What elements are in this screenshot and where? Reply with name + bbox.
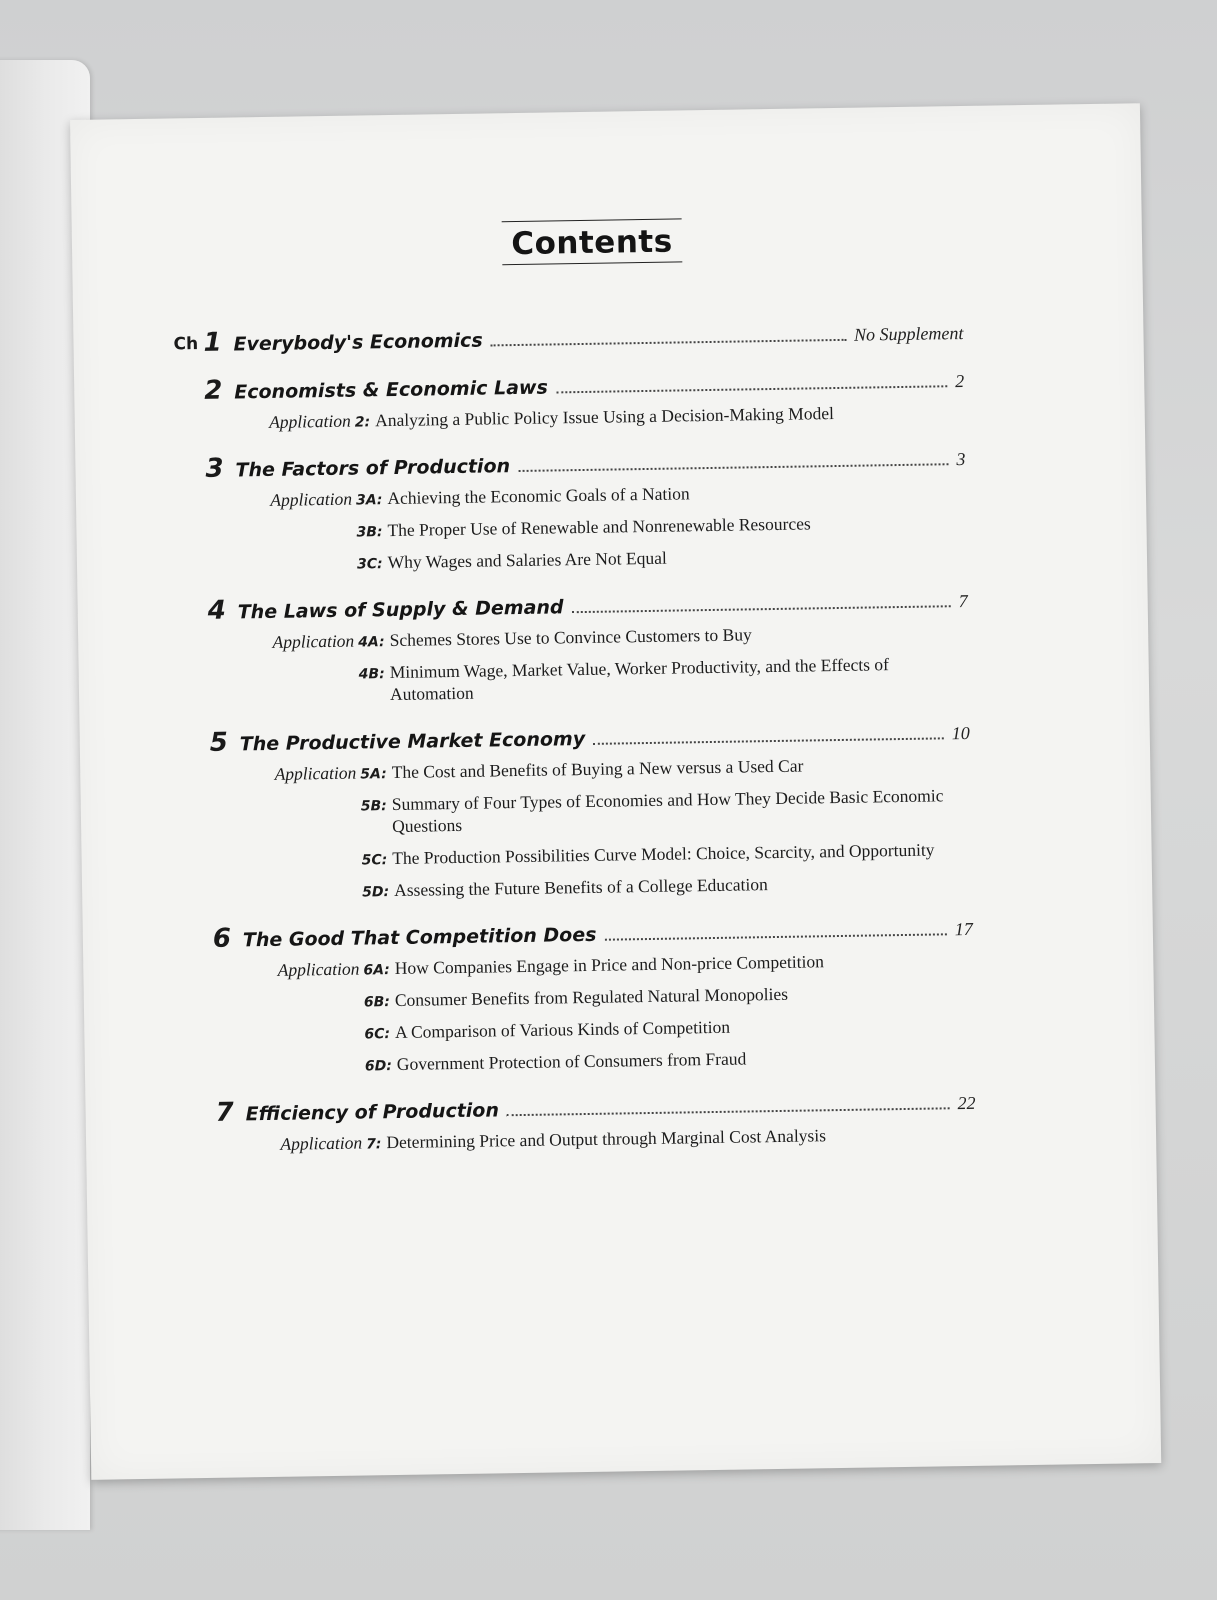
application-id: 5B:: [360, 798, 387, 815]
application-title: Why Wages and Salaries Are Not Equal: [387, 547, 667, 573]
chapter-page-number: 22: [957, 1092, 976, 1114]
application-title: A Comparison of Various Kinds of Competition: [394, 1016, 731, 1043]
application-list: [180, 752, 972, 904]
application-title: Government Protection of Consumers from Fraud: [396, 1048, 747, 1074]
chapter-page-number: 7: [958, 590, 968, 612]
application-item: [183, 948, 973, 982]
application-id: 6B:: [363, 994, 391, 1011]
page-title: Contents: [511, 223, 673, 263]
chapter-number: 7: [215, 1097, 234, 1128]
application-item: [184, 980, 974, 1014]
chapter-title: The Productive Market Economy: [239, 727, 586, 756]
application-label: Application: [280, 1132, 363, 1154]
chapter-entry: [174, 364, 964, 406]
chapter-page-number: 10: [951, 722, 970, 744]
application-id: 6C:: [364, 1026, 391, 1043]
chapter-page-number: 17: [954, 918, 973, 940]
chapter-title: The Good That Competition Does: [242, 923, 597, 952]
application-title: Schemes Stores Use to Convince Customers to Buy: [389, 624, 752, 651]
application-label: Application: [272, 630, 355, 652]
dot-leader: [572, 605, 951, 613]
application-label: [185, 1070, 365, 1073]
chapter-title: Economists & Economic Laws: [234, 376, 548, 404]
chapter-number: 1: [203, 327, 222, 358]
dot-leader: [593, 737, 944, 745]
application-label: [184, 1006, 364, 1009]
application-title: Minimum Wage, Market Value, Worker Productivity, and the Effects of Automation: [389, 654, 890, 705]
application-item: [182, 870, 972, 904]
application-title: Summary of Four Types of Economies and How They Decide Basic Economic Questions: [391, 785, 944, 837]
application-label: Application: [270, 488, 353, 510]
chapter-entry: [173, 316, 963, 358]
application-item: [185, 1044, 975, 1078]
application-item: [179, 652, 970, 708]
application-id: 6A:: [363, 962, 390, 979]
dot-leader: [518, 463, 948, 472]
application-item: [180, 752, 970, 786]
chapter-prefix: Ch: [173, 334, 199, 355]
application-id: 3C:: [356, 556, 383, 573]
dot-leader: [605, 933, 947, 940]
application-label: [182, 865, 362, 868]
chapter-title: The Laws of Supply & Demand: [237, 596, 564, 624]
chapter-title: The Factors of Production: [235, 455, 511, 482]
chapter-number: 6: [212, 923, 232, 954]
application-title: Analyzing a Public Policy Issue Using a Decision-Making Model: [374, 403, 835, 431]
application-title: How Companies Engage in Price and Non-price Competition: [394, 951, 825, 979]
application-item: [181, 784, 972, 840]
dot-leader: [556, 385, 947, 393]
application-title: Determining Price and Output through Marginal Cost Analysis: [386, 1125, 827, 1153]
chapter-entry: [175, 442, 965, 484]
application-item: [177, 542, 967, 576]
chapter-number: 2: [204, 375, 223, 406]
application-title: The Production Possibilities Curve Model: Choice, Scarcity, and Opportunity: [392, 839, 935, 869]
application-label: Application: [268, 410, 351, 432]
application-id: 3A:: [355, 492, 383, 509]
application-label: [181, 811, 361, 814]
title-block: [502, 218, 683, 265]
chapter-page-number: No Supplement: [853, 322, 964, 345]
chapter-page-number: 2: [955, 370, 965, 392]
application-id: 5D:: [362, 884, 390, 901]
application-item: [176, 510, 966, 544]
application-label: [177, 569, 357, 572]
chapter-title: Efficiency of Production: [245, 1099, 500, 1126]
dot-leader: [491, 339, 846, 347]
application-item: [176, 478, 966, 512]
application-list: [176, 478, 967, 576]
application-label: [184, 1038, 364, 1041]
application-id: 4B:: [358, 666, 385, 683]
application-id: 3B:: [356, 524, 383, 541]
chapter-number: 3: [205, 453, 224, 484]
application-list: [178, 620, 969, 708]
dot-leader: [507, 1107, 950, 1116]
application-item: [178, 620, 968, 654]
application-item: [175, 400, 965, 434]
chapter-entry: [185, 1086, 975, 1128]
application-id: 2:: [354, 414, 371, 431]
application-title: Achieving the Economic Goals of a Nation: [387, 483, 690, 509]
application-list: [175, 400, 965, 434]
chapter-page-number: 3: [956, 448, 966, 470]
application-list: [186, 1122, 976, 1156]
application-label: [182, 897, 362, 900]
application-label: [179, 679, 359, 682]
application-list: [183, 948, 975, 1078]
application-item: [181, 838, 971, 872]
application-title: The Proper Use of Renewable and Nonrenewable Resources: [387, 513, 811, 541]
contents-page: [70, 103, 1161, 1480]
chapter-title: Everybody's Economics: [233, 329, 483, 356]
application-title: Assessing the Future Benefits of a College Education: [393, 874, 768, 901]
chapter-entry: [183, 912, 973, 954]
application-title: Consumer Benefits from Regulated Natural Monopolies: [394, 983, 789, 1011]
application-label: Application: [274, 762, 357, 784]
application-id: 6D:: [364, 1058, 392, 1075]
chapter-number: 5: [209, 727, 229, 758]
application-item: [186, 1122, 976, 1156]
chapter-entry: [180, 716, 970, 758]
application-title: The Cost and Benefits of Buying a New versus a Used Car: [391, 755, 804, 783]
application-id: 4A:: [358, 634, 385, 651]
application-label: [177, 537, 357, 540]
application-id: 5A:: [360, 766, 387, 783]
chapter-entry: [177, 584, 967, 626]
application-id: 5C:: [361, 852, 388, 869]
table-of-contents: [173, 316, 976, 1176]
application-item: [184, 1012, 974, 1046]
application-label: Application: [277, 958, 360, 980]
application-id: 7:: [366, 1136, 382, 1153]
chapter-number: 4: [207, 595, 227, 626]
